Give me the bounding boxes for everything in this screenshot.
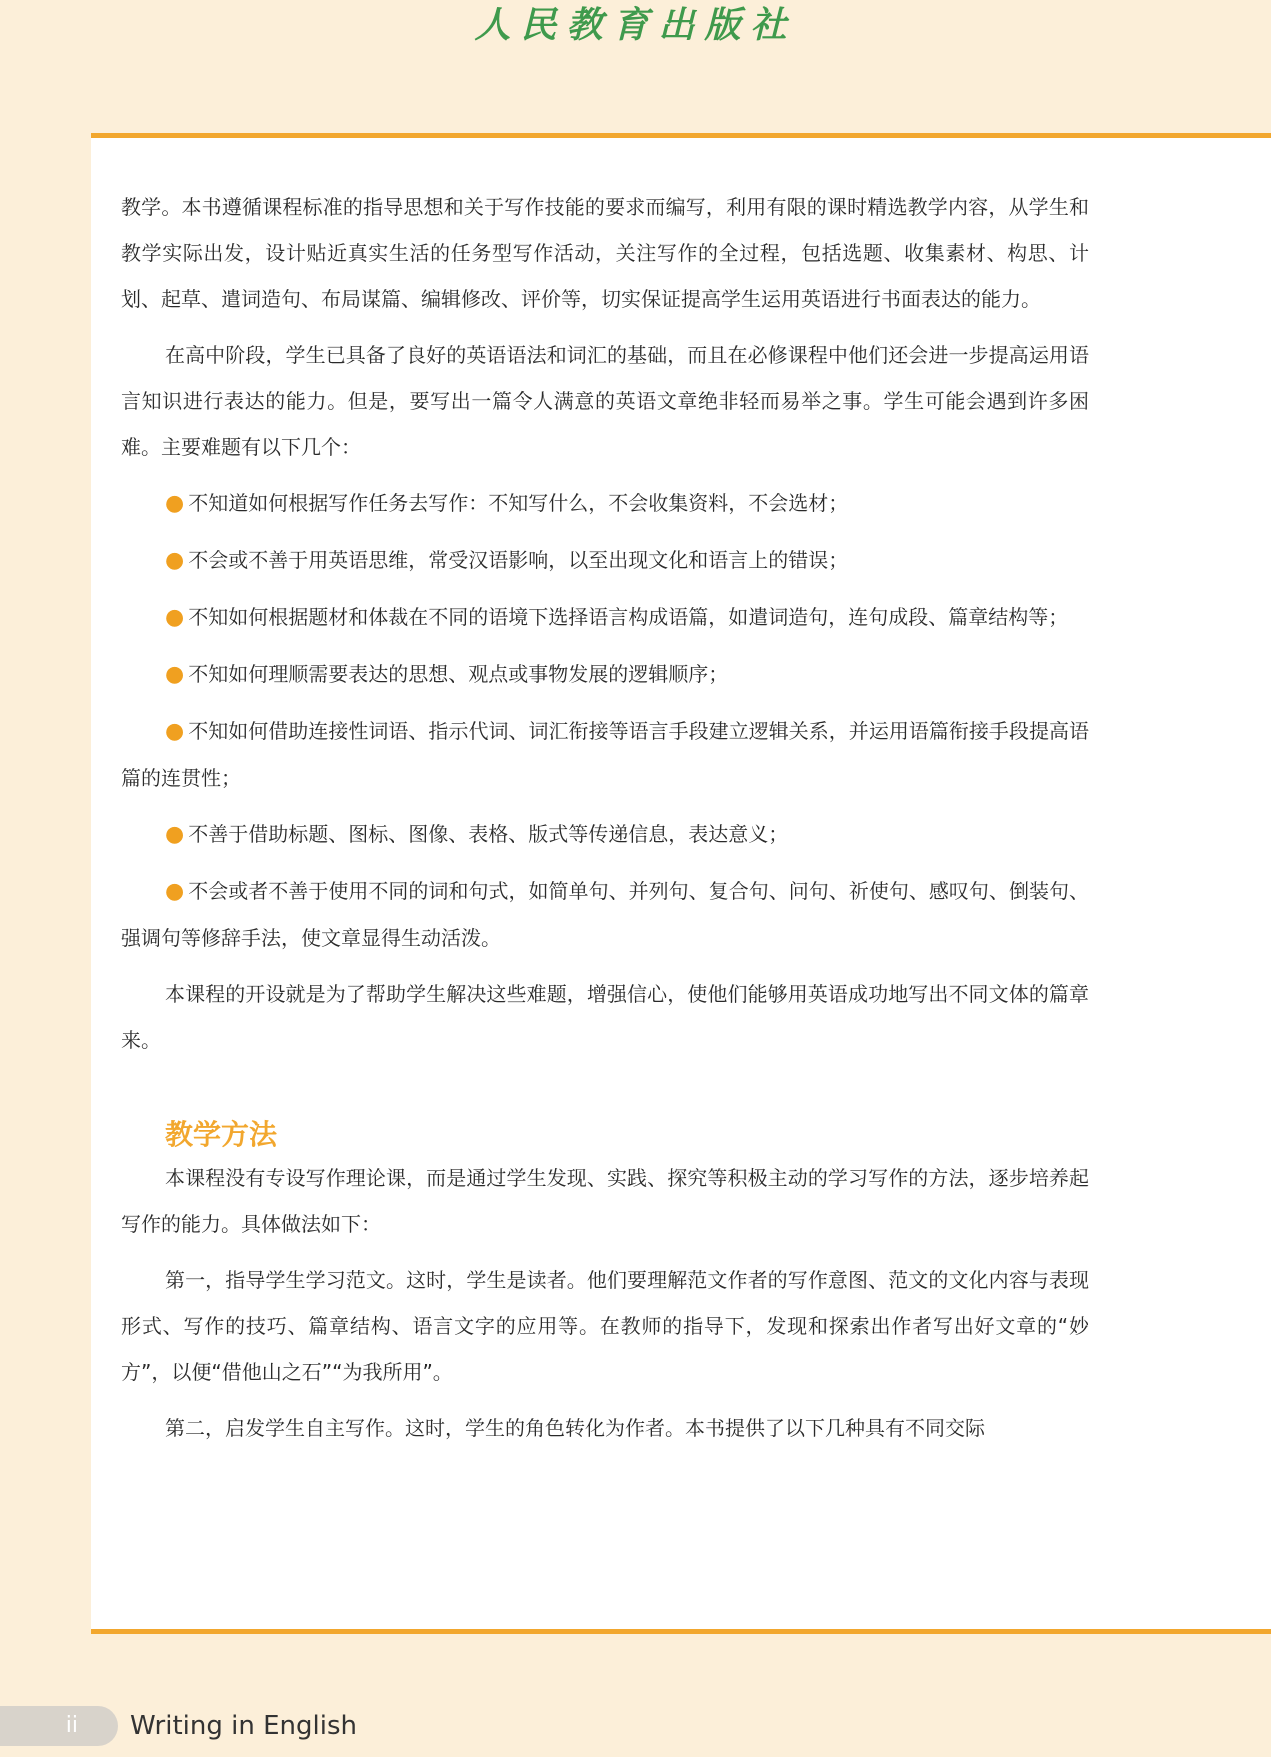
list-item bbox=[121, 868, 1089, 961]
bullet-icon: ● bbox=[165, 491, 185, 516]
bullet-icon: ● bbox=[165, 548, 185, 573]
bullet-icon: ● bbox=[165, 605, 185, 630]
list-item-text: 不善于借助标题、图标、图像、表格、版式等传递信息，表达意义； bbox=[188, 822, 789, 846]
list-item-text: 不知如何理顺需要表达的思想、观点或事物发展的逻辑顺序； bbox=[188, 662, 729, 686]
paragraph-1: 教学。本书遵循课程标准的指导思想和关于写作技能的要求而编写，利用有限的课时精选教学内容，从学生和教学实际出发，设计贴近真实生活的任务型写作活动，关注写作的全过程，包括选题、收集素材、构思、计划、起草、遣词造句、布局谋篇、编辑修改、评价等，切实保证提高学生运用英语进行书面表达的能力。 bbox=[121, 195, 1089, 311]
bullet-icon: ● bbox=[165, 719, 185, 744]
list-item-text: 不会或者不善于使用不同的词和句式，如简单句、并列句、复合句、问句、祈使句、感叹句、倒装句、强调句等修辞手法，使文章显得生动活泼。 bbox=[121, 879, 1089, 950]
page-number-tab: ii bbox=[0, 1706, 118, 1746]
list-item-text: 不会或不善于用英语思维，常受汉语影响，以至出现文化和语言上的错误； bbox=[188, 548, 849, 572]
bullet-icon: ● bbox=[165, 662, 185, 687]
body-text bbox=[121, 184, 1089, 1461]
publisher-logo: 人民教育出版社 bbox=[474, 4, 797, 46]
section-heading: 教学方法 bbox=[165, 1118, 278, 1151]
list-item-text: 不知如何借助连接性词语、指示代词、词汇衔接等语言手段建立逻辑关系，并运用语篇衔接手段提高语篇的连贯性； bbox=[121, 719, 1089, 790]
list-item-text: 不知如何根据题材和体裁在不同的语境下选择语言构成语篇，如遣词造句，连句成段、篇章结构等； bbox=[188, 605, 1069, 629]
list-item bbox=[121, 811, 1089, 858]
list-item bbox=[121, 651, 1089, 698]
paragraph-3: 本课程的开设就是为了帮助学生解决这些难题，增强信心，使他们能够用英语成功地写出不同文体的篇章来。 bbox=[121, 982, 1089, 1052]
bullet-icon: ● bbox=[165, 822, 185, 847]
list-item bbox=[121, 708, 1089, 801]
paragraph-4: 本课程没有专设写作理论课，而是通过学生发现、实践、探究等积极主动的学习写作的方法，逐步培养起写作的能力。具体做法如下： bbox=[121, 1166, 1089, 1236]
paragraph-2: 在高中阶段，学生已具备了良好的英语语法和词汇的基础，而且在必修课程中他们还会进一步提高运用语言知识进行表达的能力。但是，要写出一篇令人满意的英语文章绝非轻而易举之事。学生可能会遇到许多困难。主要难题有以下几个： bbox=[121, 343, 1089, 459]
list-item bbox=[121, 537, 1089, 584]
list-item bbox=[121, 480, 1089, 527]
list-item bbox=[121, 594, 1089, 641]
list-item-text: 不知道如何根据写作任务去写作：不知写什么，不会收集资料，不会选材； bbox=[188, 491, 849, 515]
paragraph-6: 第二，启发学生自主写作。这时，学生的角色转化为作者。本书提供了以下几种具有不同交际 bbox=[165, 1416, 985, 1440]
book-title: Writing in English bbox=[130, 1711, 357, 1741]
bullet-icon: ● bbox=[165, 879, 185, 904]
paragraph-5: 第一，指导学生学习范文。这时，学生是读者。他们要理解范文作者的写作意图、范文的文化内容与表现形式、写作的技巧、篇章结构、语言文字的应用等。在教师的指导下，发现和探索出作者写出好文章的“妙方”，以便“借他山之石”“为我所用”。 bbox=[121, 1268, 1089, 1384]
